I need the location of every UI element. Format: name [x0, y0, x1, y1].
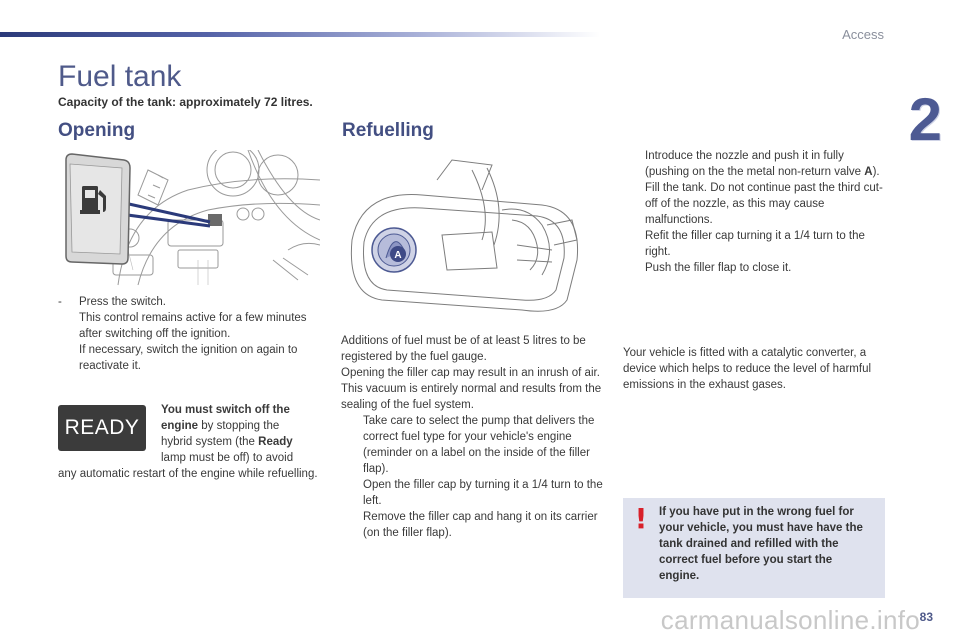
list-item: [623, 180, 885, 228]
warning-icon: !: [634, 502, 648, 535]
page-number: 83: [919, 610, 933, 624]
section-name: Access: [842, 27, 884, 42]
ready-text-1: by stopping the hybrid system (the: [161, 420, 280, 448]
warning-text: If you have put in the wrong fuel for your vehicle, you must have have the tank drained and refilled with the correct fuel before you start the engine.: [659, 506, 863, 582]
header-bar: [0, 32, 600, 37]
bullet-text: Introduce the nozzle and push it in fully (pushing on the the metal non-return valve: [645, 150, 865, 178]
watermark: carmanualsonline.info: [660, 605, 920, 635]
ready-bold-1: You must switch off the engine: [161, 404, 290, 432]
refuelling-notes: [341, 333, 603, 541]
chapter-number: 2: [908, 86, 940, 153]
ready-label: READY: [64, 416, 140, 439]
filler-cap-illustration: [342, 150, 604, 318]
refuelling-steps: [623, 148, 885, 276]
bullet-text: Remove the filler cap and hang it on its carrier (on the filler flap).: [363, 511, 598, 539]
ready-text-2: lamp must be off) to avoid: [161, 452, 294, 464]
wrong-fuel-warning: [623, 498, 885, 598]
ready-instruction: [161, 402, 306, 466]
bullet-text: Take care to select the pump that delivers the correct fuel type for your vehicle's engine (reminder on a label on the inside of the filler flap).: [363, 415, 595, 475]
bullet-text: Fill the tank. Do not continue past the third cut-off of the nozzle, as this may cause malfunctions.: [645, 182, 883, 226]
opening-instructions: [58, 294, 320, 374]
bullet-text: Push the filler flap to close it.: [645, 262, 792, 274]
list-item: [623, 148, 885, 180]
bullet-text: Open the filler cap by turning it a 1/4 turn to the left.: [363, 479, 603, 507]
figure-label-a: A: [394, 250, 402, 261]
bullet-text-end: ).: [872, 166, 880, 178]
ready-lamp-badge: [58, 405, 146, 451]
opening-line: Press the switch.: [79, 296, 166, 308]
page-subtitle: Capacity of the tank: approximately 72 litres.: [58, 95, 313, 109]
opening-heading: Opening: [58, 120, 136, 141]
bullet-text: Refit the filler cap turning it a 1/4 turn to the right.: [645, 230, 865, 258]
list-dash: -: [58, 296, 62, 308]
ready-instruction-rest: any automatic restart of the engine while refuelling.: [58, 468, 318, 480]
list-item: [341, 477, 603, 509]
refuelling-heading: Refuelling: [342, 120, 434, 141]
list-item: [341, 509, 603, 541]
page-title: Fuel tank: [58, 60, 182, 93]
dashboard-switch-illustration: [58, 150, 320, 288]
vacuum-note: Opening the filler cap may result in an inrush of air. This vacuum is entirely normal and results from the sealing of the fuel system.: [341, 367, 602, 411]
ready-bold-2: Ready: [258, 436, 293, 448]
list-item: [623, 260, 885, 276]
opening-line: If necessary, switch the ignition on again to reactivate it.: [79, 344, 298, 372]
catalytic-note: Your vehicle is fitted with a catalytic converter, a device which helps to reduce the level of harmful emissions in the exhaust gases.: [623, 347, 872, 391]
list-item: [341, 413, 603, 477]
opening-line: This control remains active for a few minutes after switching off the ignition.: [79, 312, 307, 340]
valve-label: A: [864, 166, 873, 178]
fuel-minimum-note: Additions of fuel must be of at least 5 litres to be registered by the fuel gauge.: [341, 335, 586, 363]
list-item: [623, 228, 885, 260]
